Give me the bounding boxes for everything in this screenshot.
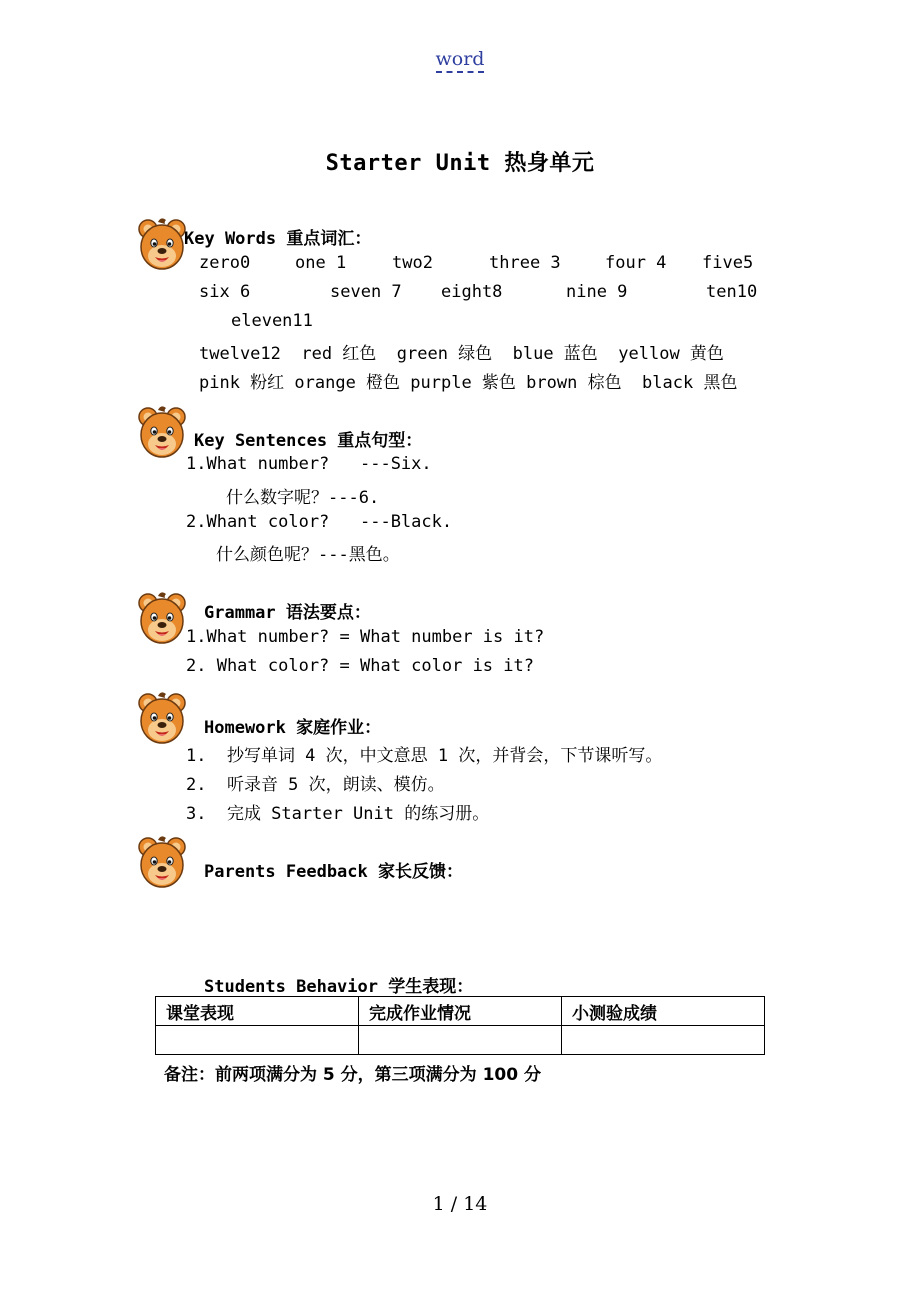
key-words-row-5: pink 粉红 orange 橙色 purple 紫色 brown 棕色 black 黑色 (199, 373, 738, 393)
table-cell[interactable] (359, 1026, 562, 1055)
word-item: one 1 (295, 253, 347, 273)
bear-face-icon (136, 404, 188, 462)
sentence-line: 2.Whant color? ---Black. (186, 512, 453, 532)
page-number: 1 / 14 (432, 1193, 488, 1215)
table-cell[interactable] (562, 1026, 765, 1055)
page-title: Starter Unit 热身单元 (325, 151, 595, 176)
word-item: seven 7 (330, 282, 402, 302)
sentence-line: 1.What number? ---Six. (186, 454, 432, 474)
key-words-heading: Key Words 重点词汇： (184, 229, 372, 249)
table-row (156, 1026, 765, 1055)
parents-feedback-heading: Parents Feedback 家长反馈： (204, 862, 463, 882)
homework-heading: Homework 家庭作业： (204, 718, 382, 738)
sentence-line: 什么颜色呢？---黑色。 (216, 545, 400, 565)
word-item: two2 (392, 253, 433, 273)
homework-item: 3. 完成 Starter Unit 的练习册。 (186, 804, 490, 824)
word-item: eleven11 (231, 311, 313, 331)
students-behavior-heading: Students Behavior 学生表现： (204, 977, 474, 997)
word-item: eight8 (441, 282, 503, 302)
word-item: six 6 (199, 282, 251, 302)
table-cell[interactable] (156, 1026, 359, 1055)
header-word-link[interactable]: word (0, 48, 920, 70)
column-header: 小测验成绩 (562, 997, 765, 1026)
homework-item: 2. 听录音 5 次，朗读、模仿。 (186, 775, 445, 795)
homework-item: 1. 抄写单词 4 次，中文意思 1 次，并背会，下节课听写。 (186, 746, 663, 766)
word-item: ten10 (706, 282, 758, 302)
column-header: 课堂表现 (156, 997, 359, 1026)
bear-face-icon (136, 590, 188, 648)
word-item: nine 9 (566, 282, 628, 302)
word-item: four 4 (605, 253, 667, 273)
grammar-line: 2. What color? = What color is it? (186, 656, 534, 676)
column-header: 完成作业情况 (359, 997, 562, 1026)
behavior-table (155, 996, 765, 1055)
sentence-line: 什么数字呢？---6. (226, 488, 380, 508)
bear-face-icon (136, 216, 188, 274)
grammar-heading: Grammar 语法要点： (204, 603, 371, 623)
word-item: five5 (702, 253, 754, 273)
bear-face-icon (136, 834, 188, 892)
score-note: 备注：前两项满分为 5 分，第三项满分为 100 分 (164, 1065, 541, 1085)
key-words-row-4: twelve12 red 红色 green 绿色 blue 蓝色 yellow 黄色 (199, 344, 724, 364)
bear-face-icon (136, 690, 188, 748)
word-item: zero0 (199, 253, 251, 273)
table-header-row (156, 997, 765, 1026)
key-sentences-heading: Key Sentences 重点句型： (194, 431, 423, 451)
word-item: three 3 (489, 253, 561, 273)
grammar-line: 1.What number? = What number is it? (186, 627, 545, 647)
